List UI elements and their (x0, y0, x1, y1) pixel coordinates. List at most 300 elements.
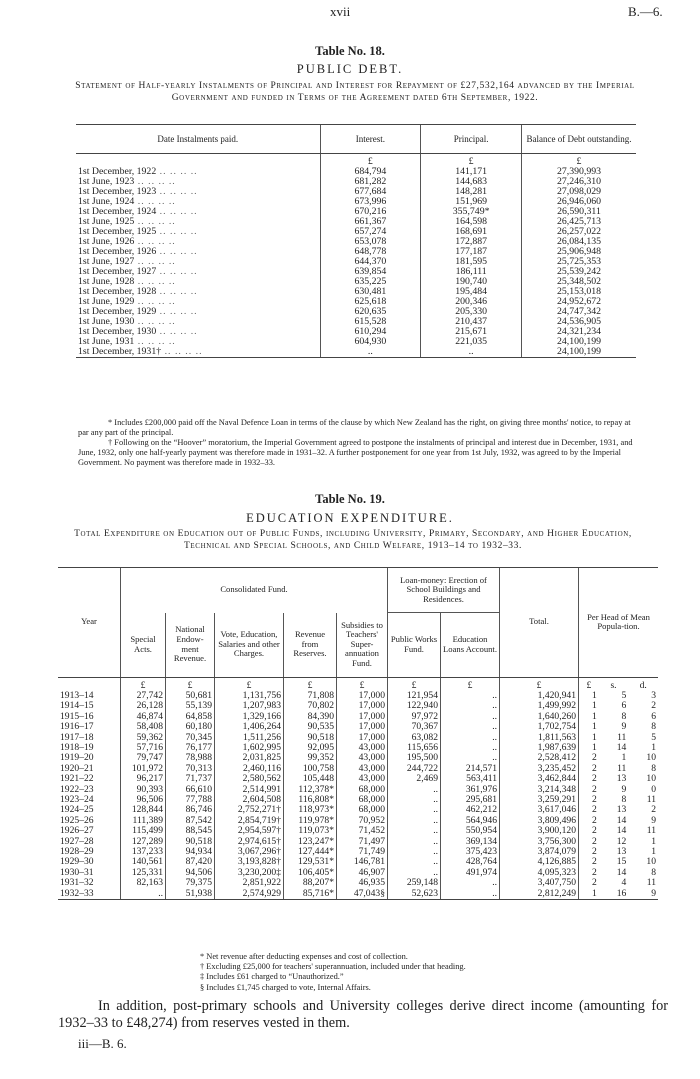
value-cell: 111,389 (121, 816, 166, 826)
value-cell: 63,082 (388, 733, 441, 743)
value-cell: 17,000 (337, 722, 388, 732)
value-cell: 8 (651, 866, 656, 878)
value-cell: 43,000 (337, 764, 388, 774)
unit-cell: s. (610, 679, 617, 691)
leader-dots: .. .. .. .. (134, 296, 176, 307)
header-vote-education: Vote, Education, Salaries and other Charges. (215, 613, 284, 678)
value-cell: 361,976 (441, 785, 500, 795)
value-cell: 2,851,922 (215, 878, 284, 888)
value-cell: 2 (579, 826, 599, 836)
page-number: xvii (330, 4, 351, 19)
value-cell: 17,000 (337, 701, 388, 711)
value-cell: .. (441, 691, 500, 701)
header-principal: Principal. (421, 125, 522, 154)
value-cell: 87,420 (166, 857, 215, 867)
year-cell: 1918–19 (60, 741, 94, 753)
value-cell: 94,506 (166, 868, 215, 878)
year-cell: 1924–25 (60, 804, 94, 816)
date-cell: 1st December, 1926 .. .. .. .. (78, 246, 198, 257)
value-cell: 625,618 (320, 297, 421, 307)
unit-cell: £ (320, 154, 421, 168)
value-cell: 673,996 (320, 197, 421, 207)
value-cell: 71,749 (337, 847, 388, 857)
value-cell: 1,640,260 (500, 712, 579, 722)
value-cell: 79,375 (166, 878, 215, 888)
value-cell: 90,393 (121, 785, 166, 795)
value-cell: 221,035 (421, 337, 522, 347)
value-cell: 1 (651, 835, 656, 847)
value-cell: 214,571 (441, 764, 500, 774)
value-cell: 13 (616, 804, 627, 816)
unit-cell: £ (121, 677, 166, 691)
value-cell: 2 (579, 764, 599, 774)
value-cell: 60,180 (166, 722, 215, 732)
value-cell: 550,954 (441, 826, 500, 836)
value-cell: 129,531* (284, 857, 337, 867)
year-cell: 1919–20 (60, 752, 94, 764)
year-cell: 1932–33 (58, 889, 121, 900)
leader-dots: .. .. .. .. (134, 276, 176, 287)
value-cell: 14 (616, 741, 627, 753)
value-cell: 25,906,948 (522, 247, 637, 257)
value-cell: 11 (646, 793, 656, 805)
value-cell: 121,954 (388, 691, 441, 701)
value-cell: 141,171 (421, 167, 522, 177)
table18-label: Table No. 18. (315, 44, 385, 58)
value-cell: 79,747 (121, 753, 166, 763)
value-cell: 5 (621, 689, 627, 701)
document-reference: B.—6. (628, 4, 663, 19)
value-cell: 2,469 (388, 774, 441, 784)
value-cell: 1,602,995 (215, 743, 284, 753)
value-cell: 71,452 (337, 826, 388, 836)
value-cell: 428,764 (441, 857, 500, 867)
year-cell: 1926–27 (60, 825, 94, 837)
header-education-loans: Education Loans Account. (441, 613, 500, 678)
value-cell: 70,367 (388, 722, 441, 732)
leader-dots: .. .. .. .. (156, 266, 198, 277)
value-cell: 26,425,713 (522, 217, 637, 227)
value-cell: 2 (579, 785, 599, 795)
header-interest: Interest. (320, 125, 421, 154)
value-cell: 82,163 (121, 878, 166, 888)
table-row (76, 347, 636, 358)
value-cell: 3,617,046 (500, 805, 579, 815)
value-cell: 2,954,597† (215, 826, 284, 836)
value-cell: .. (421, 347, 522, 358)
value-cell: 2,460,116 (215, 764, 284, 774)
value-cell: 684,794 (320, 167, 421, 177)
value-cell: 46,907 (337, 868, 388, 878)
table19-footnote: ‡ Includes £61 charged to “Unauthorized.” (200, 972, 344, 982)
value-cell: 2,031,825 (215, 753, 284, 763)
leader-dots: .. .. .. .. (134, 336, 176, 347)
value-cell: 3,214,348 (500, 785, 579, 795)
table19-footnotes (200, 952, 650, 993)
value-cell: 1,702,754 (500, 722, 579, 732)
value-cell: 76,177 (166, 743, 215, 753)
value-cell: 14 (616, 814, 627, 826)
value-cell: 2,574,929 (215, 889, 284, 900)
year-cell: 1916–17 (60, 721, 94, 733)
value-cell: .. (388, 826, 441, 836)
value-cell: 2 (579, 847, 599, 857)
value-cell: 3,193,828† (215, 857, 284, 867)
value-cell: 96,217 (121, 774, 166, 784)
header-loan-money: Loan-money: Erection of School Buildings and Residences. (388, 568, 500, 613)
unit-cell: £ (500, 677, 579, 691)
date-cell: 1st December, 1928 .. .. .. .. (78, 286, 198, 297)
leader-dots: .. .. .. .. (156, 246, 198, 257)
value-cell: 661,367 (320, 217, 421, 227)
value-cell: 99,352 (284, 753, 337, 763)
value-cell: 635,225 (320, 277, 421, 287)
date-cell: 1st June, 1925 .. .. .. .. (78, 216, 176, 227)
value-cell: 2,974,615† (215, 837, 284, 847)
header-national-endowment: National Endow-ment Revenue. (166, 613, 215, 678)
value-cell: 119,978* (284, 816, 337, 826)
date-cell: 1st June, 1928 .. .. .. .. (78, 276, 176, 287)
table19-label: Table No. 19. (315, 492, 385, 506)
value-cell: 26,084,135 (522, 237, 637, 247)
year-cell: 1914–15 (60, 700, 94, 712)
value-cell: 8 (651, 762, 656, 774)
value-cell: 2,580,562 (215, 774, 284, 784)
value-cell: .. (388, 805, 441, 815)
header-total: Total. (500, 568, 579, 678)
date-cell: 1st June, 1923 .. .. .. .. (78, 176, 176, 187)
value-cell: 71,497 (337, 837, 388, 847)
unit-cell (58, 677, 121, 691)
value-cell: 8 (621, 710, 627, 722)
value-cell: 3,874,079 (500, 847, 579, 857)
value-cell: 195,484 (421, 287, 522, 297)
public-debt-table (76, 124, 636, 358)
value-cell: 10 (646, 752, 656, 764)
value-cell: 88,207* (284, 878, 337, 888)
value-cell: 259,148 (388, 878, 441, 888)
value-cell: 119,073* (284, 826, 337, 836)
value-cell: 1 (579, 722, 599, 732)
value-cell: 630,481 (320, 287, 421, 297)
value-cell: 172,887 (421, 237, 522, 247)
value-cell: 59,362 (121, 733, 166, 743)
value-cell: 5 (651, 731, 656, 743)
value-cell: 90,535 (284, 722, 337, 732)
value-cell: 200,346 (421, 297, 522, 307)
value-cell: 128,844 (121, 805, 166, 815)
value-cell: 26,590,311 (522, 207, 637, 217)
year-cell: 1929–30 (60, 856, 94, 868)
value-cell: 1 (579, 889, 599, 900)
value-cell: 4 (621, 877, 627, 889)
year-cell: 1928–29 (60, 846, 94, 857)
value-cell: 125,331 (121, 868, 166, 878)
value-cell: 195,500 (388, 753, 441, 763)
value-cell: 12 (616, 835, 627, 847)
value-cell: 77,788 (166, 795, 215, 805)
value-cell: 11 (646, 825, 656, 837)
value-cell: 4,126,885 (500, 857, 579, 867)
value-cell: 3,756,300 (500, 837, 579, 847)
value-cell: 355,749* (421, 207, 522, 217)
closing-note: In addition, post-primary schools and University colleges derive direct income (amounting for 1932–33 to £48,274) from reserves vested in them. (58, 998, 668, 1031)
unit-cell: £ (215, 677, 284, 691)
year-cell: 1915–16 (60, 710, 94, 722)
value-cell: 70,313 (166, 764, 215, 774)
value-cell: 4,095,323 (500, 868, 579, 878)
value-cell: 9 (621, 783, 627, 795)
value-cell: 70,802 (284, 701, 337, 711)
value-cell: 604,930 (320, 337, 421, 347)
value-cell: 3,235,452 (500, 764, 579, 774)
value-cell: 564,946 (441, 816, 500, 826)
value-cell: 122,940 (388, 701, 441, 711)
value-cell: 1 (621, 752, 627, 764)
value-cell: 2 (579, 816, 599, 826)
value-cell: 375,423 (441, 847, 500, 857)
header-balance: Balance of Debt outstanding. (522, 125, 637, 154)
value-cell: 13 (616, 773, 627, 785)
value-cell: 96,506 (121, 795, 166, 805)
value-cell: 46,874 (121, 712, 166, 722)
year-cell: 1922–23 (60, 783, 94, 795)
value-cell: 87,542 (166, 816, 215, 826)
value-cell: 26,946,060 (522, 197, 637, 207)
value-cell: 101,972 (121, 764, 166, 774)
value-cell: 1,131,756 (215, 691, 284, 701)
value-cell: 11 (617, 731, 627, 743)
value-cell: 11 (617, 762, 627, 774)
value-cell: 1 (579, 701, 599, 711)
value-cell: 3,067,296† (215, 847, 284, 857)
value-cell: 215,671 (421, 327, 522, 337)
unit-cell: £ (441, 677, 500, 691)
value-cell: 27,742 (121, 691, 166, 701)
value-cell: 210,437 (421, 317, 522, 327)
year-cell: 1931–32 (60, 877, 94, 889)
value-cell: 66,610 (166, 785, 215, 795)
value-cell: 3,809,496 (500, 816, 579, 826)
value-cell: 3,407,750 (500, 878, 579, 888)
date-cell: 1st June, 1929 .. .. .. .. (78, 296, 176, 307)
value-cell: .. (441, 753, 500, 763)
value-cell: 14 (616, 866, 627, 878)
unit-cell: £ (337, 677, 388, 691)
value-cell: 68,000 (337, 805, 388, 815)
value-cell: 26,257,022 (522, 227, 637, 237)
value-cell: 58,408 (121, 722, 166, 732)
value-cell: 3,230,200‡ (215, 868, 284, 878)
value-cell: 168,691 (421, 227, 522, 237)
value-cell: 6 (651, 710, 656, 722)
value-cell: 190,740 (421, 277, 522, 287)
leader-dots: .. .. .. .. (134, 196, 176, 207)
value-cell: 615,528 (320, 317, 421, 327)
table-row (58, 722, 658, 732)
table18-footnote: † Following on the “Hoover” moratorium, the Imperial Government agreed to postpone the instalments of principal and interest due in December, 1931, and June, 1932, only one half-yearly payment was therefore made in 1931–32. A further postponement for one year from 1st July, 1932, was agreed to by the Imperial Government. No payment was therefore made in 1932–33. (78, 438, 633, 467)
value-cell: 1 (579, 691, 599, 701)
value-cell: 14 (616, 825, 627, 837)
value-cell: .. (441, 743, 500, 753)
year-cell: 1927–28 (60, 835, 94, 847)
value-cell: 681,282 (320, 177, 421, 187)
value-cell: 3,900,120 (500, 826, 579, 836)
date-cell: 1st December, 1923 .. .. .. .. (78, 186, 198, 197)
table19-footnote: † Excluding £25,000 for teachers' superannuation, included under that heading. (200, 962, 466, 972)
unit-cell: £ (522, 154, 637, 168)
year-cell: 1921–22 (60, 773, 94, 785)
value-cell: 24,321,234 (522, 327, 637, 337)
table19-description: Total Expenditure on Education out of Public Funds, including University, Primary, Secondary, and Higher Education, Technical and Special Schools, and Child Welfare, 1913–14 to 1932–33. (74, 529, 632, 551)
value-cell: 57,716 (121, 743, 166, 753)
value-cell: 2 (579, 878, 599, 888)
unit-cell: £ (284, 677, 337, 691)
value-cell: 2,812,249 (500, 889, 579, 900)
value-cell: 3,462,844 (500, 774, 579, 784)
value-cell: 25,348,502 (522, 277, 637, 287)
value-cell: 2,752,271† (215, 805, 284, 815)
value-cell: 151,969 (421, 197, 522, 207)
value-cell: 563,411 (441, 774, 500, 784)
value-cell: 123,247* (284, 837, 337, 847)
education-expenditure-table (58, 567, 658, 900)
value-cell: 17,000 (337, 733, 388, 743)
value-cell: 3,259,291 (500, 795, 579, 805)
leader-dots: .. .. .. .. (134, 256, 176, 267)
value-cell: 43,000 (337, 743, 388, 753)
value-cell: 127,289 (121, 837, 166, 847)
unit-cell (76, 154, 320, 168)
value-cell: .. (441, 712, 500, 722)
value-cell: 118,973* (284, 805, 337, 815)
value-cell: 115,499 (121, 826, 166, 836)
value-cell: 244,722 (388, 764, 441, 774)
value-cell: 70,345 (166, 733, 215, 743)
value-cell: 610,294 (320, 327, 421, 337)
year-cell: 1913–14 (60, 689, 94, 701)
table18-description: Statement of Half-yearly Instalments of Principal and Interest for Repayment of £27,532,164 advanced by the Imperial Government and funded in Terms of the Agreement dated 6th September, 1922. (75, 81, 635, 103)
value-cell: 648,778 (320, 247, 421, 257)
value-cell: 46,935 (337, 878, 388, 888)
leader-dots: .. .. .. .. (134, 316, 176, 327)
value-cell: 3 (651, 689, 656, 701)
value-cell: 6 (621, 700, 627, 712)
header-consolidated-fund: Consolidated Fund. (121, 568, 388, 613)
leader-dots: .. .. .. .. (161, 346, 203, 357)
value-cell: 8 (621, 793, 627, 805)
date-cell: 1st June, 1926 .. .. .. .. (78, 236, 176, 247)
table19-footnote: * Net revenue after deducting expenses and cost of collection. (200, 952, 408, 961)
value-cell: 64,858 (166, 712, 215, 722)
value-cell: 24,747,342 (522, 307, 637, 317)
unit-cell: £ (421, 154, 522, 168)
value-cell: .. (441, 722, 500, 732)
value-cell: 2 (579, 805, 599, 815)
value-cell: 71,737 (166, 774, 215, 784)
value-cell: 2 (579, 753, 599, 763)
value-cell: 100,758 (284, 764, 337, 774)
value-cell: 2 (579, 795, 599, 805)
table18-header-row (76, 125, 636, 154)
header-per-head: Per Head of Mean Popula-tion. (579, 568, 659, 678)
table19-title: EDUCATION EXPENDITURE. (246, 511, 454, 525)
value-cell: 639,854 (320, 267, 421, 277)
leader-dots: .. .. .. .. (134, 236, 176, 247)
leader-dots: .. .. .. .. (156, 166, 198, 177)
value-cell: 127,444* (284, 847, 337, 857)
table18-footnote: * Includes £200,000 paid off the Naval Defence Loan in terms of the clause by which New Zealand has the right, on giving three months' notice, to repay at par any part of the principal. (78, 418, 631, 437)
leader-dots: .. .. .. .. (156, 186, 198, 197)
value-cell: 1,207,983 (215, 701, 284, 711)
table18-title: PUBLIC DEBT. (296, 62, 404, 76)
date-cell: 1st June, 1927 .. .. .. .. (78, 256, 176, 267)
date-cell: 1st December, 1924 .. .. .. .. (78, 206, 198, 217)
value-cell: 94,934 (166, 847, 215, 857)
leader-dots: .. .. .. .. (156, 326, 198, 337)
year-cell: 1930–31 (60, 866, 94, 878)
value-cell: 13 (616, 846, 627, 857)
value-cell: 25,153,018 (522, 287, 637, 297)
year-cell: 1923–24 (60, 793, 94, 805)
value-cell: 24,100,199 (522, 347, 637, 358)
value-cell: 1 (579, 733, 599, 743)
value-cell: 148,281 (421, 187, 522, 197)
value-cell: 27,246,310 (522, 177, 637, 187)
value-cell: .. (320, 347, 421, 358)
value-cell: 181,595 (421, 257, 522, 267)
value-cell: .. (441, 733, 500, 743)
value-cell: 52,623 (388, 889, 441, 900)
date-cell: 1st December, 1925 .. .. .. .. (78, 226, 198, 237)
value-cell: 2 (651, 700, 656, 712)
value-cell: 47,043§ (337, 889, 388, 900)
header-special-acts: Special Acts. (121, 613, 166, 678)
page-footer: iii—B. 6. (78, 1036, 127, 1051)
value-cell: 25,725,353 (522, 257, 637, 267)
value-cell: 68,000 (337, 795, 388, 805)
value-cell: .. (388, 816, 441, 826)
value-cell: 86,746 (166, 805, 215, 815)
unit-cell: £ (166, 677, 215, 691)
value-cell: 15 (616, 856, 627, 868)
value-cell: 85,716* (284, 889, 337, 900)
value-cell: 205,330 (421, 307, 522, 317)
value-cell: .. (441, 878, 500, 888)
value-cell: 24,100,199 (522, 337, 637, 347)
value-cell: 43,000 (337, 753, 388, 763)
value-cell: 24,536,905 (522, 317, 637, 327)
value-cell: .. (388, 868, 441, 878)
value-cell: 55,139 (166, 701, 215, 711)
leader-dots: .. .. .. .. (134, 216, 176, 227)
table-row (58, 774, 658, 784)
value-cell: 43,000 (337, 774, 388, 784)
value-cell: 369,134 (441, 837, 500, 847)
value-cell: 1,329,166 (215, 712, 284, 722)
value-cell: 17,000 (337, 691, 388, 701)
value-cell: 2 (579, 857, 599, 867)
value-cell: 186,111 (421, 267, 522, 277)
date-cell: 1st December, 1929 .. .. .. .. (78, 306, 198, 317)
value-cell: 0 (651, 783, 656, 795)
value-cell: .. (441, 701, 500, 711)
date-cell: 1st December, 1930 .. .. .. .. (78, 326, 198, 337)
value-cell: 677,684 (320, 187, 421, 197)
value-cell: .. (441, 889, 500, 900)
date-cell: 1st June, 1930 .. .. .. .. (78, 316, 176, 327)
date-cell: 1st June, 1924 .. .. .. .. (78, 196, 176, 207)
